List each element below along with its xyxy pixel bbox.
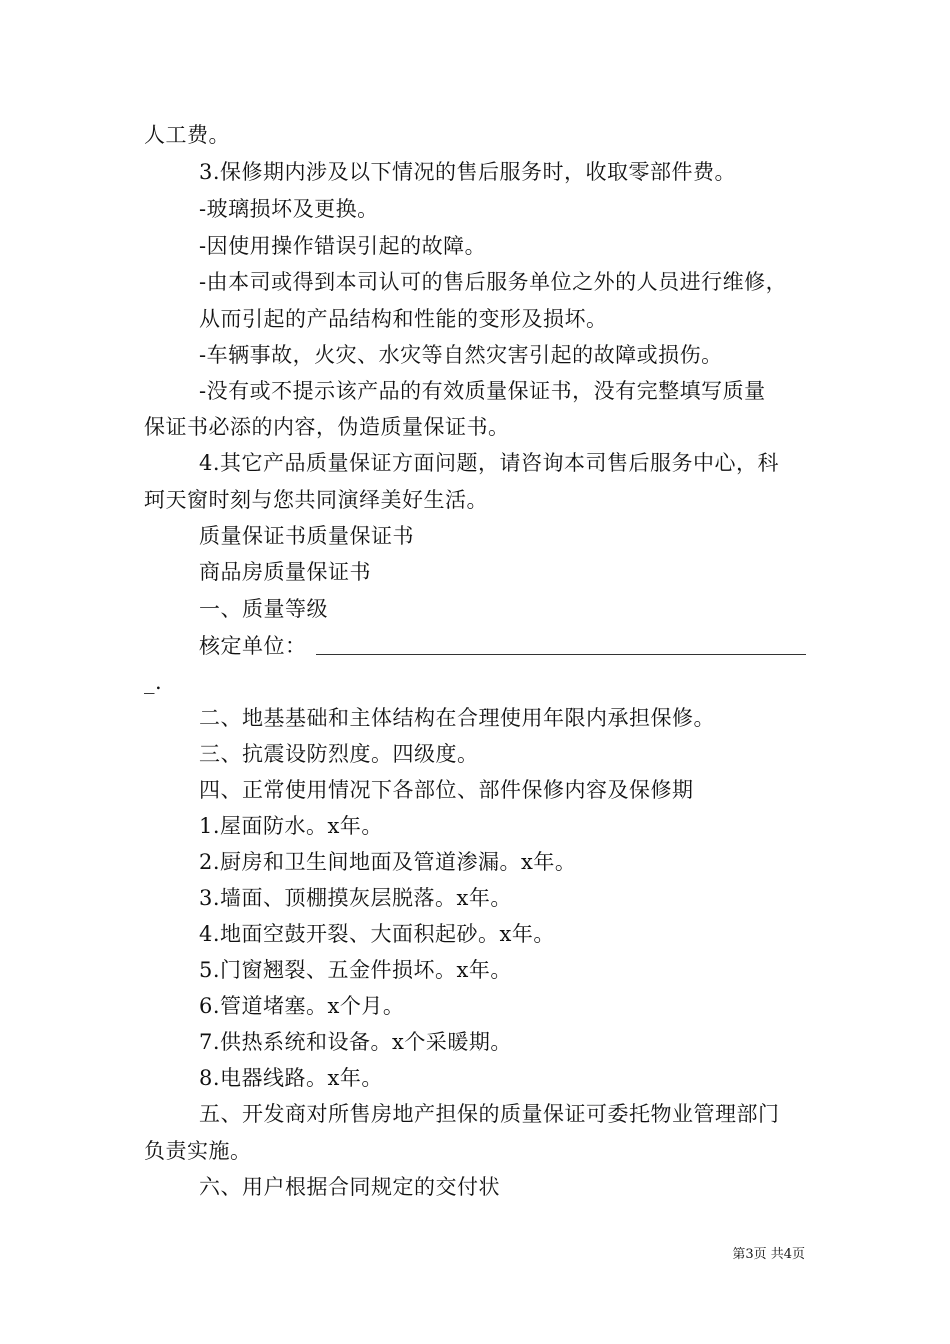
text-line: 2.厨房和卫生间地面及管道渗漏。x年。	[199, 850, 577, 874]
text-line: 五、开发商对所售房地产担保的质量保证可委托物业管理部门	[199, 1102, 780, 1126]
text-line: 人工费。	[144, 123, 230, 147]
text-line: 从而引起的产品结构和性能的变形及损坏。	[199, 307, 608, 331]
page-number: 第3页 共4页	[732, 1247, 805, 1262]
text-line: 1.屋面防水。x年。	[199, 814, 383, 838]
text-line: 3.墙面、顶棚摸灰层脱落。x年。	[199, 886, 512, 910]
text-line: -因使用操作错误引起的故障。	[199, 234, 487, 258]
text-line: 一、质量等级	[199, 597, 328, 621]
text-line: 二、地基基础和主体结构在合理使用年限内承担保修。	[199, 706, 715, 730]
text-line: 保证书必添的内容，伪造质量保证书。	[144, 415, 510, 439]
text-line: 商品房质量保证书	[199, 560, 371, 584]
text-line: _.	[144, 670, 163, 694]
text-line: 核定单位：	[199, 634, 307, 658]
text-line: 三、抗震设防烈度。四级度。	[199, 742, 479, 766]
text-line: 8.电器线路。x年。	[199, 1066, 383, 1090]
text-line: -没有或不提示该产品的有效质量保证书，没有完整填写质量	[199, 379, 766, 403]
text-line: -玻璃损坏及更换。	[199, 197, 379, 221]
text-line: 6.管道堵塞。x个月。	[199, 994, 405, 1018]
text-line: 7.供热系统和设备。x个采暖期。	[199, 1030, 512, 1054]
text-line: -车辆事故，火灾、水灾等自然灾害引起的故障或损伤。	[199, 343, 723, 367]
text-line: -由本司或得到本司认可的售后服务单位之外的人员进行维修，	[199, 270, 788, 294]
text-line: 4.地面空鼓开裂、大面积起砂。x年。	[199, 922, 555, 946]
text-line: 四、正常使用情况下各部位、部件保修内容及保修期	[199, 778, 694, 802]
text-line: 质量保证书质量保证书	[199, 524, 414, 548]
text-line: 4.其它产品质量保证方面问题，请咨询本司售后服务中心，科	[199, 451, 780, 475]
text-line: 5.门窗翘裂、五金件损坏。x年。	[199, 958, 512, 982]
text-line: 负责实施。	[144, 1139, 252, 1163]
text-line: 珂天窗时刻与您共同演绎美好生活。	[144, 488, 488, 512]
text-line: 六、用户根据合同规定的交付状	[199, 1175, 500, 1199]
text-line: 3.保修期内涉及以下情况的售后服务时，收取零部件费。	[199, 160, 737, 184]
fill-in-underline	[316, 654, 806, 655]
